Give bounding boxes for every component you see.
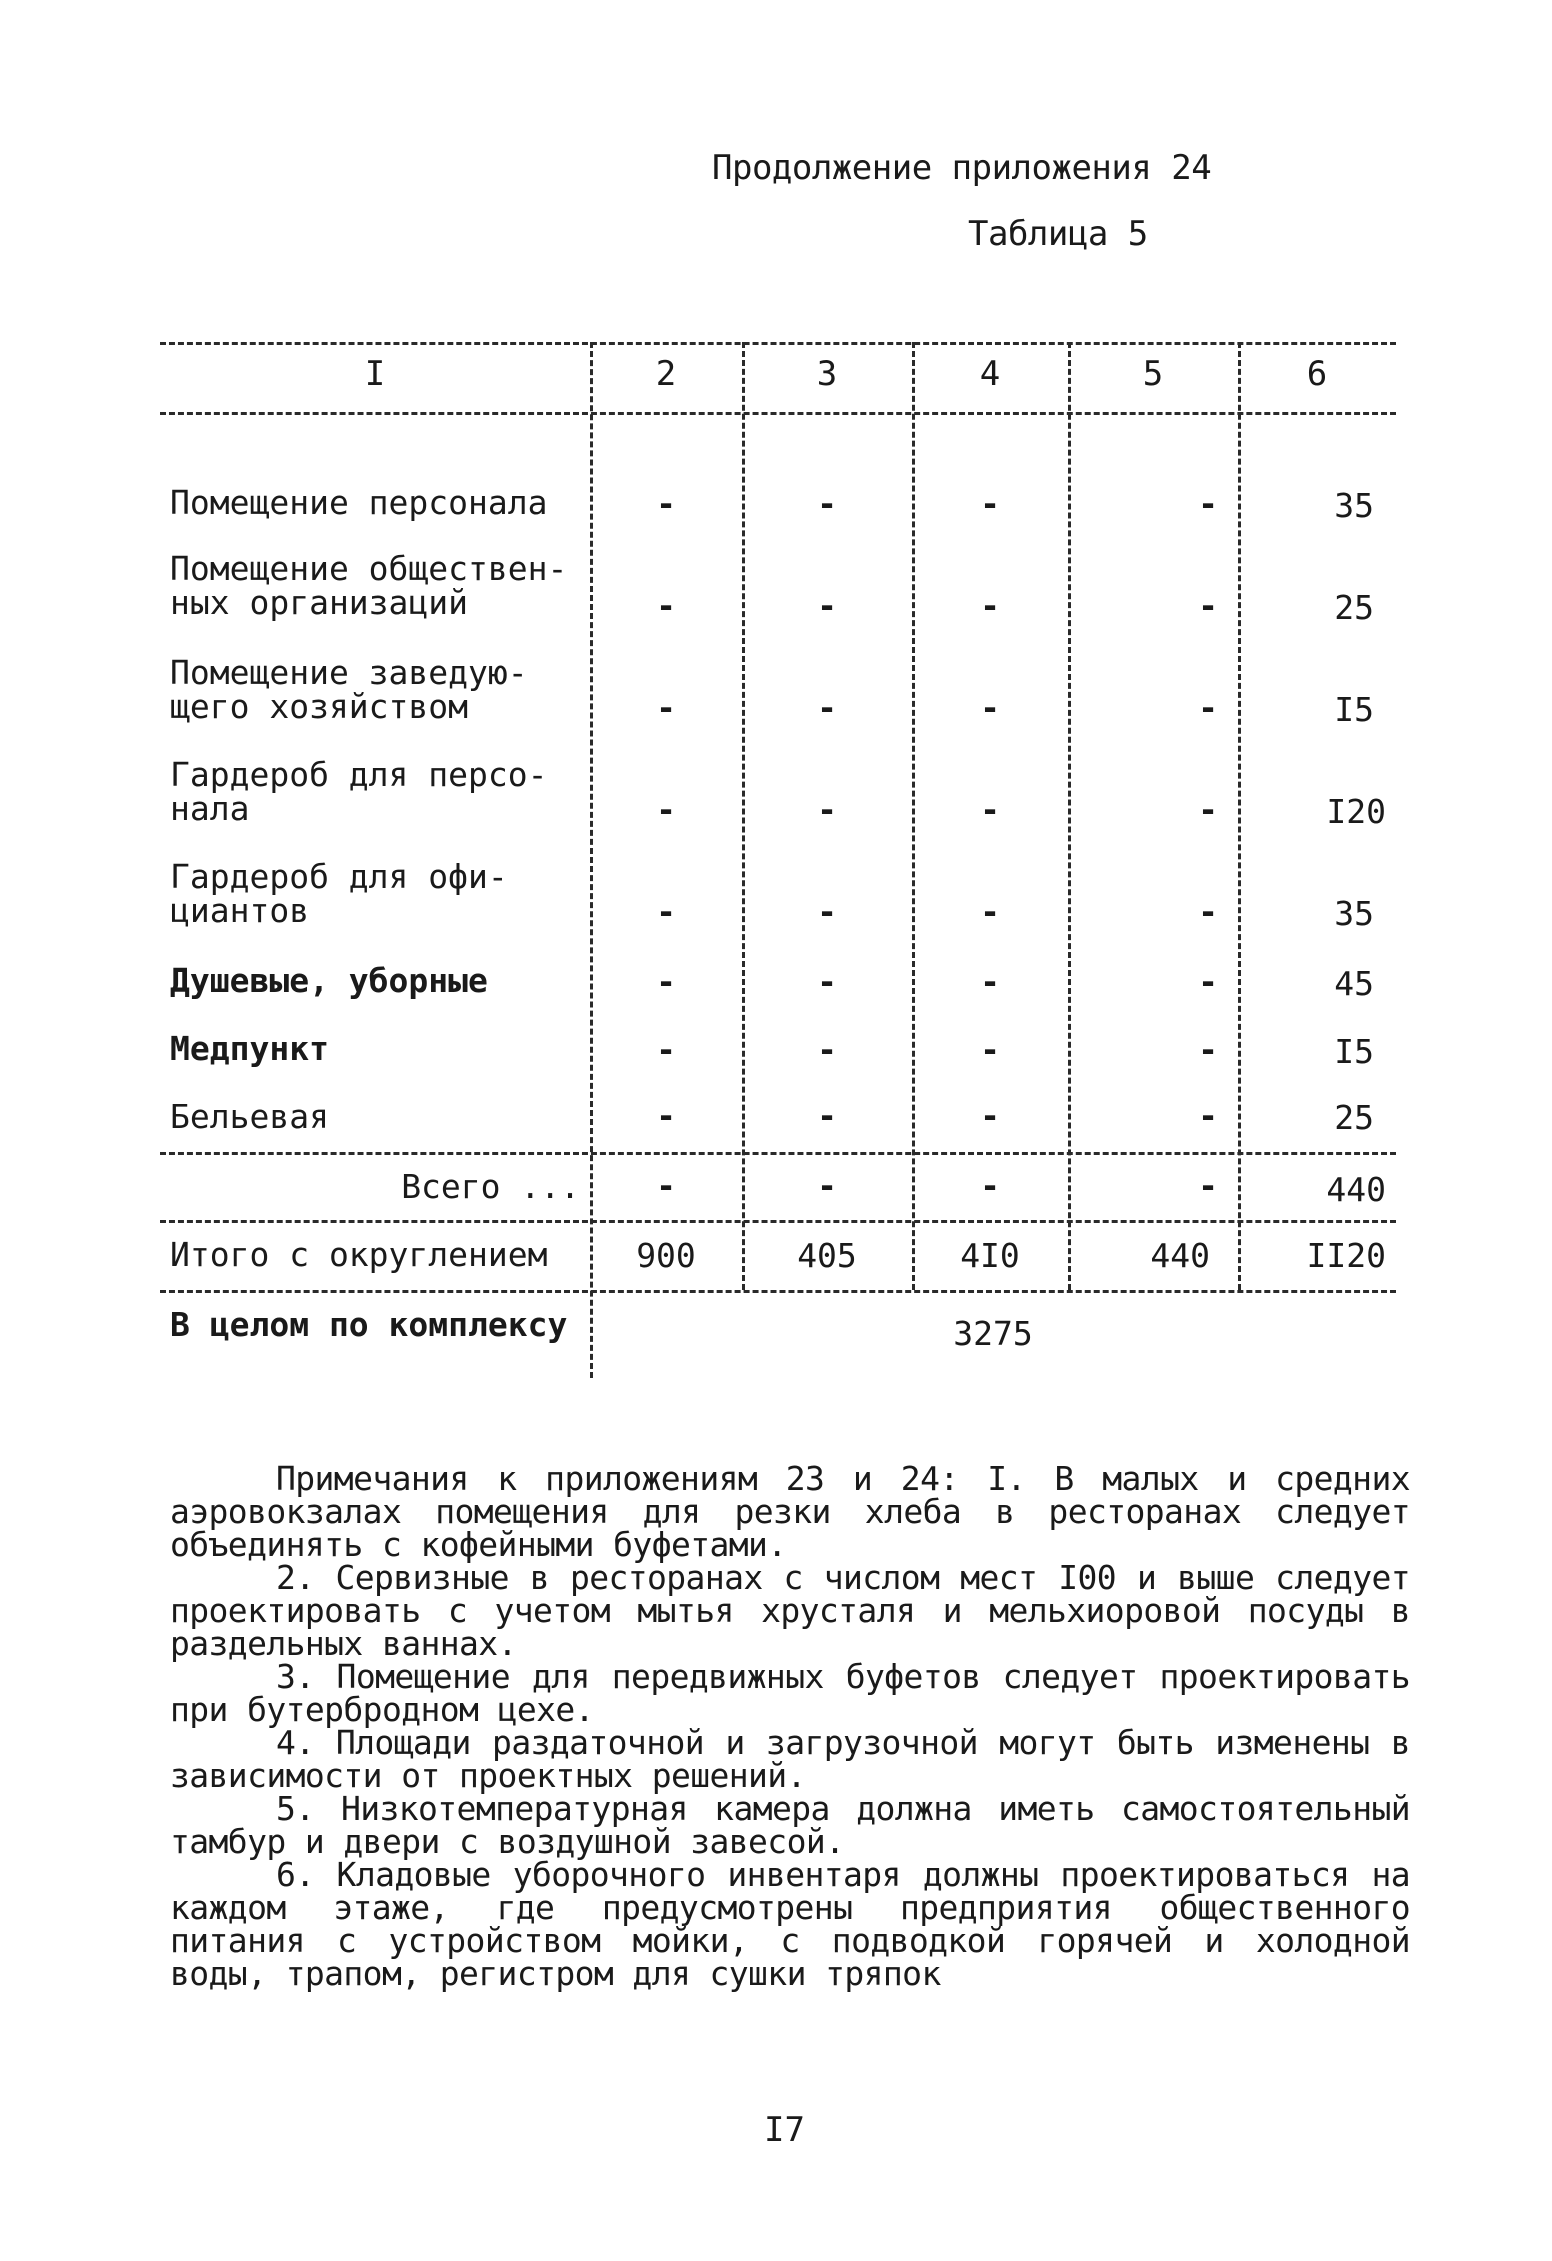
table-rule-before-complex	[160, 1290, 1396, 1293]
table-cell: 25	[1334, 588, 1374, 627]
notes-section	[170, 1459, 1410, 1993]
table-cell: I20	[1326, 792, 1386, 831]
table-rule-before-rounded	[160, 1220, 1396, 1223]
table-cell: -	[656, 790, 676, 829]
table-cell: 440	[1326, 1170, 1386, 1209]
table-cell: -	[656, 1166, 676, 1205]
table-rule-before-total	[160, 1152, 1396, 1155]
table-row-label: Помещение персонала	[170, 483, 548, 522]
total-row-label: Всего ...	[401, 1167, 580, 1206]
table-cell: -	[980, 1030, 1000, 1069]
note-paragraph: 5. Низкотемпературная камера должна иметь самостоятельный тамбур и двери с воздушной завесой.	[170, 1789, 1410, 1861]
table-cell: -	[817, 892, 837, 931]
column-header: 6	[1306, 354, 1328, 394]
rounded-total-row-label: Итого с округлением	[170, 1235, 548, 1274]
table-cell: -	[1198, 892, 1218, 931]
table-cell: -	[980, 586, 1000, 625]
table-title: Таблица 5	[968, 214, 1148, 254]
table-cell: -	[656, 962, 676, 1001]
note-paragraph: 2. Сервизные в ресторанах с числом мест I00 и выше следует проектировать с учетом мытья хрусталя и мельхиоровой посуды в раздельных ваннах.	[170, 1558, 1410, 1663]
table-cell: -	[656, 1030, 676, 1069]
appendix-continuation-heading: Продолжение приложения 24	[712, 148, 1212, 188]
table-cell: -	[656, 1096, 676, 1135]
table-cell: -	[1198, 688, 1218, 727]
table-cell: -	[980, 1096, 1000, 1135]
table-cell: 4I0	[960, 1236, 1020, 1275]
table-cell: -	[1198, 1030, 1218, 1069]
table-row-label: Гардероб для офи- циантов	[170, 857, 508, 930]
table-row-label: Душевые, уборные	[170, 961, 488, 1000]
table-cell: -	[656, 688, 676, 727]
table-row-label: Бельевая	[170, 1097, 329, 1136]
column-header: 5	[1142, 354, 1164, 394]
table-cell: -	[817, 688, 837, 727]
column-header: 3	[816, 354, 838, 394]
table-cell: -	[980, 1166, 1000, 1205]
table-cell: I5	[1334, 690, 1374, 729]
table-cell: -	[817, 962, 837, 1001]
table-cell: -	[817, 586, 837, 625]
table-cell: -	[656, 484, 676, 523]
table-rule-top	[160, 342, 1396, 345]
table-cell: -	[1198, 484, 1218, 523]
table-cell: -	[817, 790, 837, 829]
table-rule-header	[160, 412, 1396, 415]
table-cell: 35	[1334, 486, 1374, 525]
table-cell: -	[980, 892, 1000, 931]
table-cell: -	[980, 484, 1000, 523]
note-paragraph: 4. Площади раздаточной и загрузочной могут быть изменены в зависимости от проектных решений.	[170, 1723, 1410, 1795]
page-number: I7	[764, 2110, 805, 2150]
table-cell: -	[1198, 1096, 1218, 1135]
table-cell: -	[656, 586, 676, 625]
table-cell: -	[1198, 962, 1218, 1001]
note-paragraph: 6. Кладовые уборочного инвентаря должны проектироваться на каждом этаже, где предусмотрены предприятия общественного питания с устройством мойки, с подводкой горячей и холодной воды, трапом, регистром для сушки тряпок	[170, 1855, 1410, 1993]
table-cell: 25	[1334, 1098, 1374, 1137]
table-cell: 900	[636, 1236, 696, 1275]
note-paragraph: 3. Помещение для передвижных буфетов следует проектировать при бутербродном цехе.	[170, 1657, 1410, 1729]
table-cell: -	[817, 1166, 837, 1205]
complex-total-value: 3275	[953, 1314, 1033, 1353]
complex-total-row-label: В целом по комплексу	[170, 1305, 568, 1344]
table-cell: -	[817, 1096, 837, 1135]
column-header: 2	[655, 354, 677, 394]
table-cell: I5	[1334, 1032, 1374, 1071]
table-cell: 440	[1150, 1236, 1210, 1275]
table-row-label: Помещение обществен- ных организаций	[170, 549, 568, 622]
table-row-label: Медпункт	[170, 1029, 329, 1068]
table-cell: -	[1198, 586, 1218, 625]
table-cell: -	[656, 892, 676, 931]
column-header: 4	[979, 354, 1001, 394]
table-cell: -	[817, 484, 837, 523]
note-paragraph: Примечания к приложениям 23 и 24: I. В малых и средних аэровокзалах помещения для резки хлеба в ресторанах следует объединять с кофейными буфетами.	[170, 1459, 1410, 1564]
table-cell: -	[1198, 1166, 1218, 1205]
table-cell: -	[817, 1030, 837, 1069]
table-cell: -	[980, 962, 1000, 1001]
table-cell: -	[1198, 790, 1218, 829]
table-cell: II20	[1306, 1236, 1386, 1275]
table-cell: 405	[797, 1236, 857, 1275]
table-cell: -	[980, 790, 1000, 829]
column-header: I	[364, 354, 386, 394]
table-cell: 35	[1334, 894, 1374, 933]
table-cell: 45	[1334, 964, 1374, 1003]
data-table	[160, 330, 1396, 1400]
table-row-label: Гардероб для персо- нала	[170, 755, 548, 828]
table-cell: -	[980, 688, 1000, 727]
table-row-label: Помещение заведую- щего хозяйством	[170, 653, 528, 726]
